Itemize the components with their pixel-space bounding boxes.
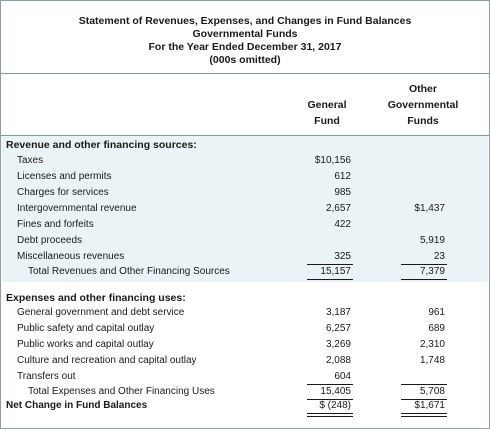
statement-period: For the Year Ended December 31, 2017 [148, 41, 342, 53]
other-funds-total: 7,379 [419, 266, 445, 277]
other-funds-value: $1,437 [414, 203, 445, 214]
column-header-line: General [307, 99, 347, 111]
row-label: Public works and capital outlay [17, 339, 154, 350]
other-funds-value: 689 [428, 323, 445, 334]
general-fund-value: $10,156 [314, 155, 351, 166]
row-label: Licenses and permits [17, 171, 112, 182]
statement-units: (000s omitted) [209, 54, 281, 66]
other-funds-value: 5,919 [419, 235, 445, 246]
column-header-line: Other [408, 83, 437, 95]
statement-entity: Governmental Funds [192, 28, 298, 40]
row-label: Public safety and capital outlay [17, 323, 155, 334]
column-header-line: Fund [314, 115, 340, 127]
total-label: Total Revenues and Other Financing Sources [28, 266, 230, 277]
other-funds-value: 1,748 [419, 355, 445, 366]
total-label: Total Expenses and Other Financing Uses [28, 386, 215, 397]
statement-title: Statement of Revenues, Expenses, and Changes in Fund Balances [78, 15, 412, 27]
general-fund-value: 604 [334, 371, 351, 382]
general-fund-value: 985 [334, 187, 351, 198]
general-fund-total: 15,405 [320, 386, 351, 397]
revenue-heading: Revenue and other financing sources: [6, 139, 197, 151]
row-label: Culture and recreation and capital outlay [17, 355, 197, 366]
general-fund-value: 3,187 [325, 307, 351, 318]
other-funds-value: 961 [428, 307, 445, 318]
row-label: General government and debt service [17, 307, 185, 318]
column-header-line: Funds [407, 115, 439, 127]
general-fund-value: 3,269 [325, 339, 351, 350]
net-change-label: Net Change in Fund Balances [6, 400, 148, 411]
row-label: Taxes [17, 155, 44, 166]
row-label: Miscellaneous revenues [17, 251, 125, 262]
general-fund-value: 6,257 [325, 323, 351, 334]
total-underline [307, 279, 353, 280]
row-label: Transfers out [17, 371, 76, 382]
column-header-other [373, 81, 473, 129]
total-underline [401, 279, 447, 280]
column-header-line: Governmental [387, 99, 459, 111]
net-double-underline [401, 413, 447, 417]
row-label: Intergovernmental revenue [17, 203, 137, 214]
general-fund-value: 612 [334, 171, 351, 182]
row-label: Charges for services [17, 187, 109, 198]
general-fund-total: 15,157 [320, 266, 351, 277]
other-funds-value: 2,310 [419, 339, 445, 350]
general-fund-value: 422 [334, 219, 351, 230]
general-fund-value: 2,088 [325, 355, 351, 366]
general-fund-value: 325 [334, 251, 351, 262]
general-fund-net-change: $ (248) [319, 400, 351, 411]
other-funds-net-change: $1,671 [414, 400, 445, 411]
column-header-general [287, 97, 367, 129]
expenses-heading: Expenses and other financing uses: [6, 292, 186, 304]
row-label: Debt proceeds [17, 235, 83, 246]
other-funds-total: 5,708 [419, 386, 445, 397]
header-rule [1, 73, 489, 74]
row-label: Fines and forfeits [17, 219, 94, 230]
general-fund-value: 2,657 [325, 203, 351, 214]
net-double-underline [307, 413, 353, 417]
other-funds-value: 23 [433, 251, 445, 262]
